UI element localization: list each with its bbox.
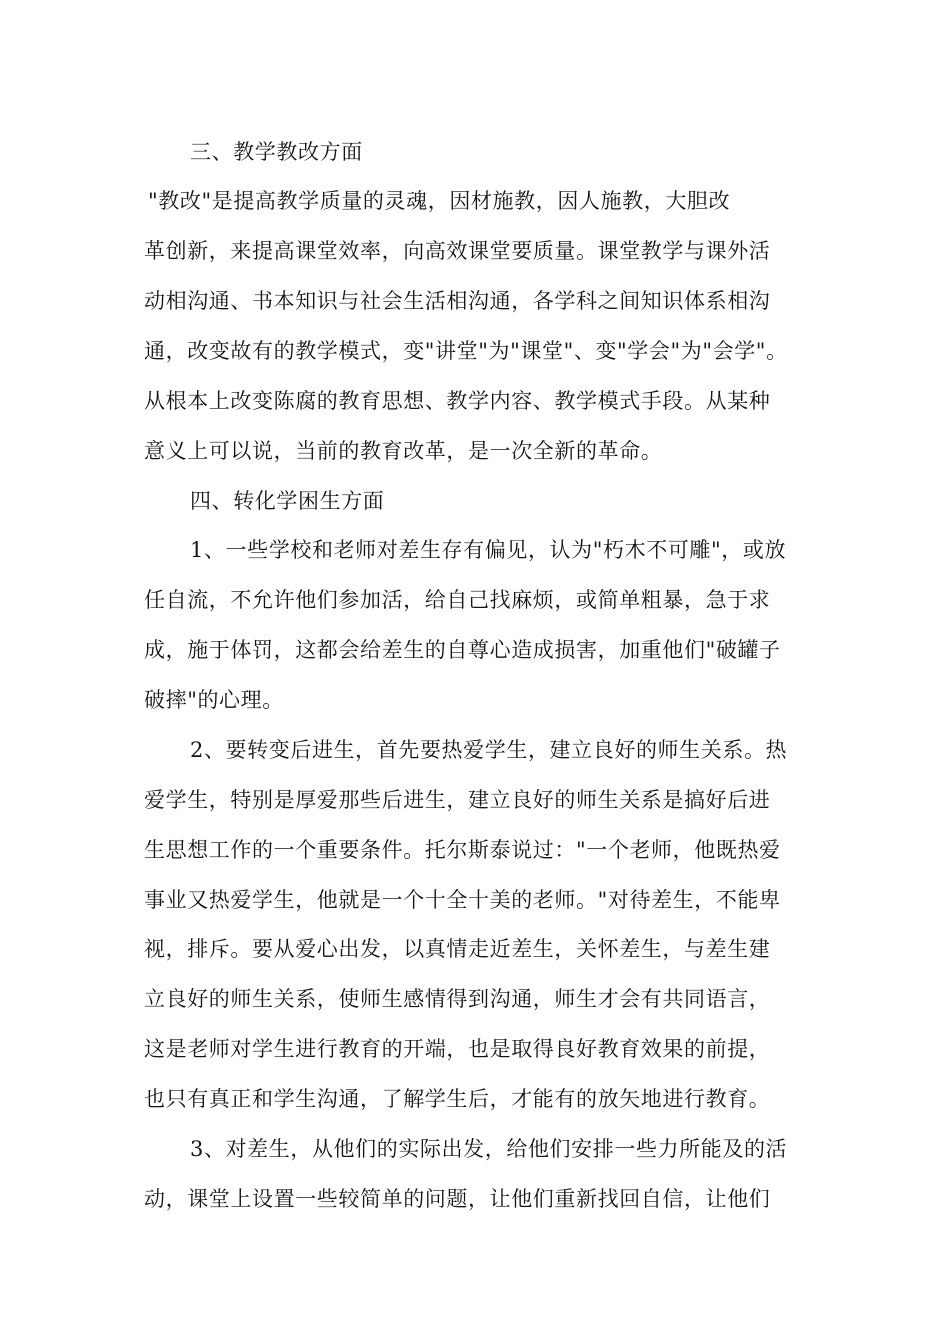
paragraph-line: 也只有真正和学生沟通，了解学生后，才能有的放矢地进行教育。 (144, 1087, 771, 1111)
paragraph-line: 动相沟通、书本知识与社会生活相沟通，各学科之间知识体系相沟 (144, 289, 771, 313)
paragraph-line: 这是老师对学生进行教育的开端，也是取得良好教育效果的前提， (144, 1037, 771, 1061)
paragraph-line: 爱学生，特别是厚爱那些后进生，建立良好的师生关系是搞好后进 (144, 788, 771, 812)
paragraph-line: 3、对差生，从他们的实际出发，给他们安排一些力所能及的活 (190, 1137, 788, 1161)
heading-section-4: 四、转化学困生方面 (190, 489, 385, 513)
paragraph-line: 通，改变故有的教学模式，变"讲堂"为"课堂"、变"学会"为"会学"。 (144, 339, 788, 363)
heading-section-3: 三、教学教改方面 (190, 140, 363, 164)
paragraph-line: 革创新，来提高课堂效率，向高效课堂要质量。课堂教学与课外活 (144, 239, 771, 263)
paragraph-line: 生思想工作的一个重要条件。托尔斯泰说过："一个老师，他既热爱 (144, 838, 781, 862)
paragraph-line: 立良好的师生关系，使师生感情得到沟通，师生才会有共同语言， (144, 987, 771, 1011)
paragraph-line: 视，排斥。要从爱心出发，以真情走近差生，关怀差生，与差生建 (144, 937, 771, 961)
paragraph-line: 成，施于体罚，这都会给差生的自尊心造成损害，加重他们"破罐子 (144, 638, 781, 662)
paragraph-line: 1、一些学校和老师对差生存有偏见，认为"朽木不可雕"，或放 (190, 538, 787, 562)
paragraph-line: 破摔"的心理。 (144, 688, 284, 712)
paragraph-line: 事业又热爱学生，他就是一个十全十美的老师。"对待差生，不能卑 (144, 888, 781, 912)
paragraph-line: 从根本上改变陈腐的教育思想、教学内容、教学模式手段。从某种 (144, 389, 771, 413)
paragraph-line: 意义上可以说，当前的教育改革，是一次全新的革命。 (144, 439, 663, 463)
paragraph-line: "教改"是提高教学质量的灵魂，因材施教，因人施教，大胆改 (148, 189, 731, 213)
paragraph-line: 任自流，不允许他们参加活，给自己找麻烦，或简单粗暴，急于求 (144, 588, 771, 612)
paragraph-line: 2、要转变后进生，首先要热爱学生，建立良好的师生关系。热 (190, 738, 788, 762)
paragraph-line: 动，课堂上设置一些较简单的问题，让他们重新找回自信，让他们 (144, 1187, 771, 1211)
